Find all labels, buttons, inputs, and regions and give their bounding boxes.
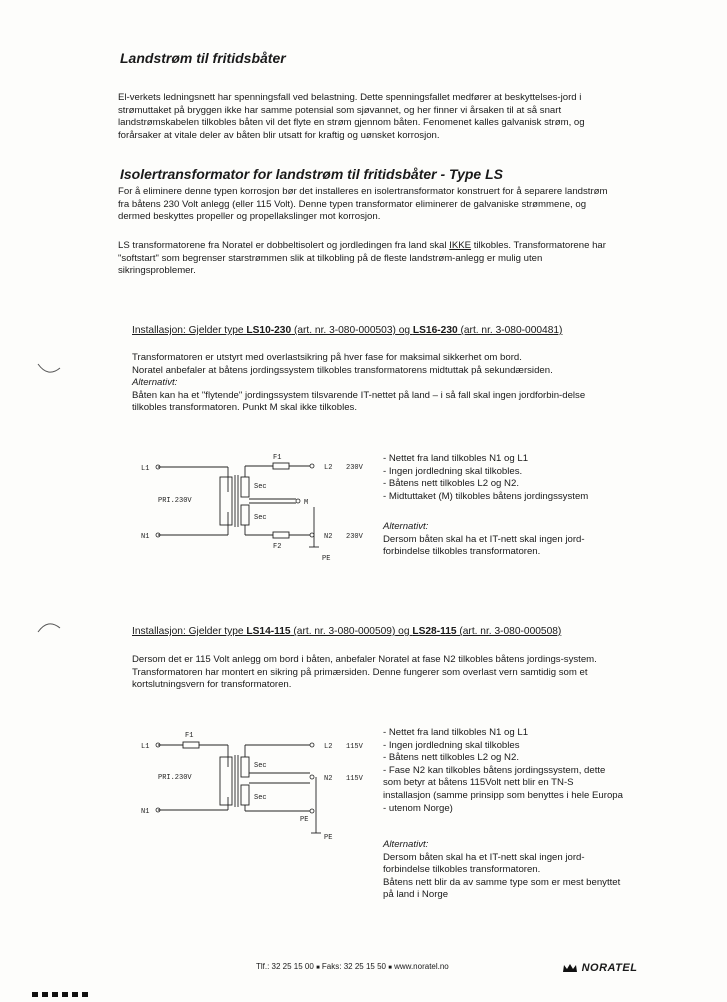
scan-arc-mark xyxy=(34,360,64,380)
binding-mark xyxy=(52,992,58,997)
binding-marks xyxy=(32,984,92,1002)
install2-art1: (art. nr. 3-080-000509) xyxy=(290,626,396,637)
d1-label-m: M xyxy=(304,499,309,507)
d2-label-l1: L1 xyxy=(141,743,150,751)
d1-label-n1: N1 xyxy=(141,533,150,541)
install1-right-alt-text: Dersom båten skal ha et IT-nett skal ingen jord-forbindelse tilkobles transformatoren. xyxy=(383,533,585,558)
d2-label-l2: L2 xyxy=(324,743,333,751)
d2-label-f1: F1 xyxy=(185,732,194,740)
install1-art2: (art. nr. 3-080-000481) xyxy=(457,325,563,336)
d2-label-sec1: Sec xyxy=(254,762,267,770)
d1-label-sec2: Sec xyxy=(254,514,267,522)
d2-label-v-top: 115V xyxy=(346,743,363,751)
noratel-logo xyxy=(562,962,637,974)
binding-mark xyxy=(72,992,78,997)
circuit-diagram-2 xyxy=(128,727,378,857)
install1-prefix: Installasjon: Gjelder type xyxy=(132,325,247,336)
install1-model2: LS16-230 xyxy=(412,325,458,336)
d2-label-pe2: PE xyxy=(324,834,333,842)
install2-prefix: Installasjon: Gjelder type xyxy=(132,626,247,637)
install1-text2: Noratel anbefaler at båtens jordingssystem tilkobles transformatorens midtuttak på sekundærsiden. xyxy=(132,364,553,376)
footer-web[interactable]: www.noratel.no xyxy=(394,962,449,971)
install1-right-alt-label: Alternativt: xyxy=(383,521,429,532)
footer-tlf: Tlf.: 32 25 15 00 xyxy=(256,962,314,971)
d1-label-v-bot: 230V xyxy=(346,533,363,541)
binding-mark xyxy=(82,992,88,997)
ls-text-ikke: IKKE xyxy=(449,240,472,251)
footer-sep: ■ xyxy=(388,965,392,971)
d2-label-pe1: PE xyxy=(300,816,309,824)
install2-heading xyxy=(132,626,561,637)
d1-label-pe: PE xyxy=(322,555,331,563)
install2-right-alt-text2: Båtens nett blir da av samme type som er mest benyttet på land i Norge xyxy=(383,876,621,901)
install1-alt-label: Alternativt: xyxy=(132,377,178,389)
install1-list-item: - Båtens nett tilkobles L2 og N2. xyxy=(383,478,519,490)
install2-list-item: - Båtens nett tilkobles L2 og N2. xyxy=(383,752,519,764)
install2-right-alt-text: Dersom båten skal ha et IT-nett skal ingen jord-forbindelse tilkobles transformatoren. xyxy=(383,851,585,876)
d1-label-l2: L2 xyxy=(324,464,333,472)
install1-list-item: - Nettet fra land tilkobles N1 og L1 xyxy=(383,453,529,464)
d1-label-l1: L1 xyxy=(141,465,150,473)
install1-model1: LS10-230 xyxy=(246,325,292,336)
page-title: Landstrøm til fritidsbåter xyxy=(120,50,286,66)
section-paragraph: For å eliminere denne typen korrosjon bør det installeres en isolertransformator konstruert for å separere landstrøm fra båtens 230 Volt anlegg (eller 115 Volt). Denne typen transformator eliminerer de galvaniske strømmene, og dermed beskyttes propeller og propellakslinger mot korrosjon. xyxy=(118,186,608,223)
binding-mark xyxy=(42,992,48,997)
install2-list xyxy=(383,727,623,815)
d2-label-v-bot: 115V xyxy=(346,775,363,783)
install2-text: Dersom det er 115 Volt anlegg om bord i båten, anbefaler Noratel at fase N2 tilkobles båtens jordings-system. Transformatoren har montert en sikring på primærsiden. Denne fungerer som overlast vern samtidig som et kortslutningsvern for transformatoren. xyxy=(132,654,597,691)
install1-list-item: - Midtuttaket (M) tilkobles båtens jordingssystem xyxy=(383,490,589,502)
d1-label-n2: N2 xyxy=(324,533,333,541)
d1-label-f2: F2 xyxy=(273,543,282,551)
d2-label-sec2: Sec xyxy=(254,794,267,802)
install2-list-item: - Fase N2 kan tilkobles båtens jordingssystem, dette som betyr at båtens 115Volt nett blir en TN-S installasjon (samme prinsipp som benyttes i hele Europa - utenom Norge) xyxy=(383,764,623,814)
install2-list-item: - Ingen jordledning skal tilkobles xyxy=(383,739,520,751)
install1-art1: (art. nr. 3-080-000503) xyxy=(291,325,396,336)
install2-right-alt-label: Alternativt: xyxy=(383,839,429,850)
circuit-diagram-1 xyxy=(128,447,378,577)
install2-model2: LS28-115 xyxy=(412,626,457,637)
install1-alt-text: Båten kan ha et "flytende" jordingssystem tilsvarende IT-nettet på land – i så fall skal ingen jordforbin-delse tilkobles transformatoren. Punkt M skal ikke tilkobles. xyxy=(132,389,586,414)
binding-mark xyxy=(32,992,38,997)
install1-right-alt xyxy=(383,521,623,559)
d2-label-n1: N1 xyxy=(141,808,150,816)
install1-list-item: - Ingen jordledning skal tilkobles. xyxy=(383,465,523,477)
section-title: Isolertransformator for landstrøm til fritidsbåter - Type LS xyxy=(120,166,503,182)
footer-faks: Faks: 32 25 15 50 xyxy=(321,962,386,971)
ls-text-post: tilkobles. Transformatorene har "softstart" som begrenser starstrømmen slik at tilkobling på de fleste landstrøm-anlegg er mulig uten sikringsproblemer. xyxy=(118,240,606,277)
footer-sep: ■ xyxy=(316,965,320,971)
install1-og: og xyxy=(395,325,413,336)
install1-text xyxy=(132,352,610,415)
d1-label-f1: F1 xyxy=(273,454,282,462)
ls-text-pre: LS transformatorene fra Noratel er dobbeltisolert og jordledingen fra land skal xyxy=(118,240,450,251)
d1-label-v-top: 230V xyxy=(346,464,363,472)
d2-label-n2: N2 xyxy=(324,775,333,783)
install2-list-item: - Nettet fra land tilkobles N1 og L1 xyxy=(383,727,529,738)
install1-list xyxy=(383,453,623,503)
binding-mark xyxy=(62,992,68,997)
install2-og: og xyxy=(395,626,413,637)
crown-icon xyxy=(562,963,578,973)
install2-model1: LS14-115 xyxy=(246,626,291,637)
d2-label-pri: PRI.230V xyxy=(158,774,192,782)
install2-right-alt xyxy=(383,839,623,902)
d1-label-pri: PRI.230V xyxy=(158,497,192,505)
ls-paragraph xyxy=(118,240,616,278)
footer-contact xyxy=(256,962,449,971)
install2-art2: (art. nr. 3-080-000508) xyxy=(456,626,562,637)
scan-arc-mark xyxy=(34,616,64,636)
d1-label-sec1: Sec xyxy=(254,483,267,491)
intro-paragraph: El-verkets ledningsnett har spenningsfall ved belastning. Dette spenningsfallet medfører at beskyttelses-jord i strømuttaket på bryggen ikke har samme potensial som sjøvannet, og her finner vi årsaken til at så snart landstrømskabelen tilkobles båten vil det flyte en strøm gjennom båten. Fenomenet kalles galvanisk strøm, og forårsaker at vitale deler av båten blir utsatt for kraftig og uønsket korrosjon. xyxy=(118,92,585,141)
install1-text1: Transformatoren er utstyrt med overlastsikring på hver fase for maksimal sikkerhet om bord. xyxy=(132,352,522,363)
logo-text: NORATEL xyxy=(581,962,638,974)
install1-heading xyxy=(132,325,562,336)
